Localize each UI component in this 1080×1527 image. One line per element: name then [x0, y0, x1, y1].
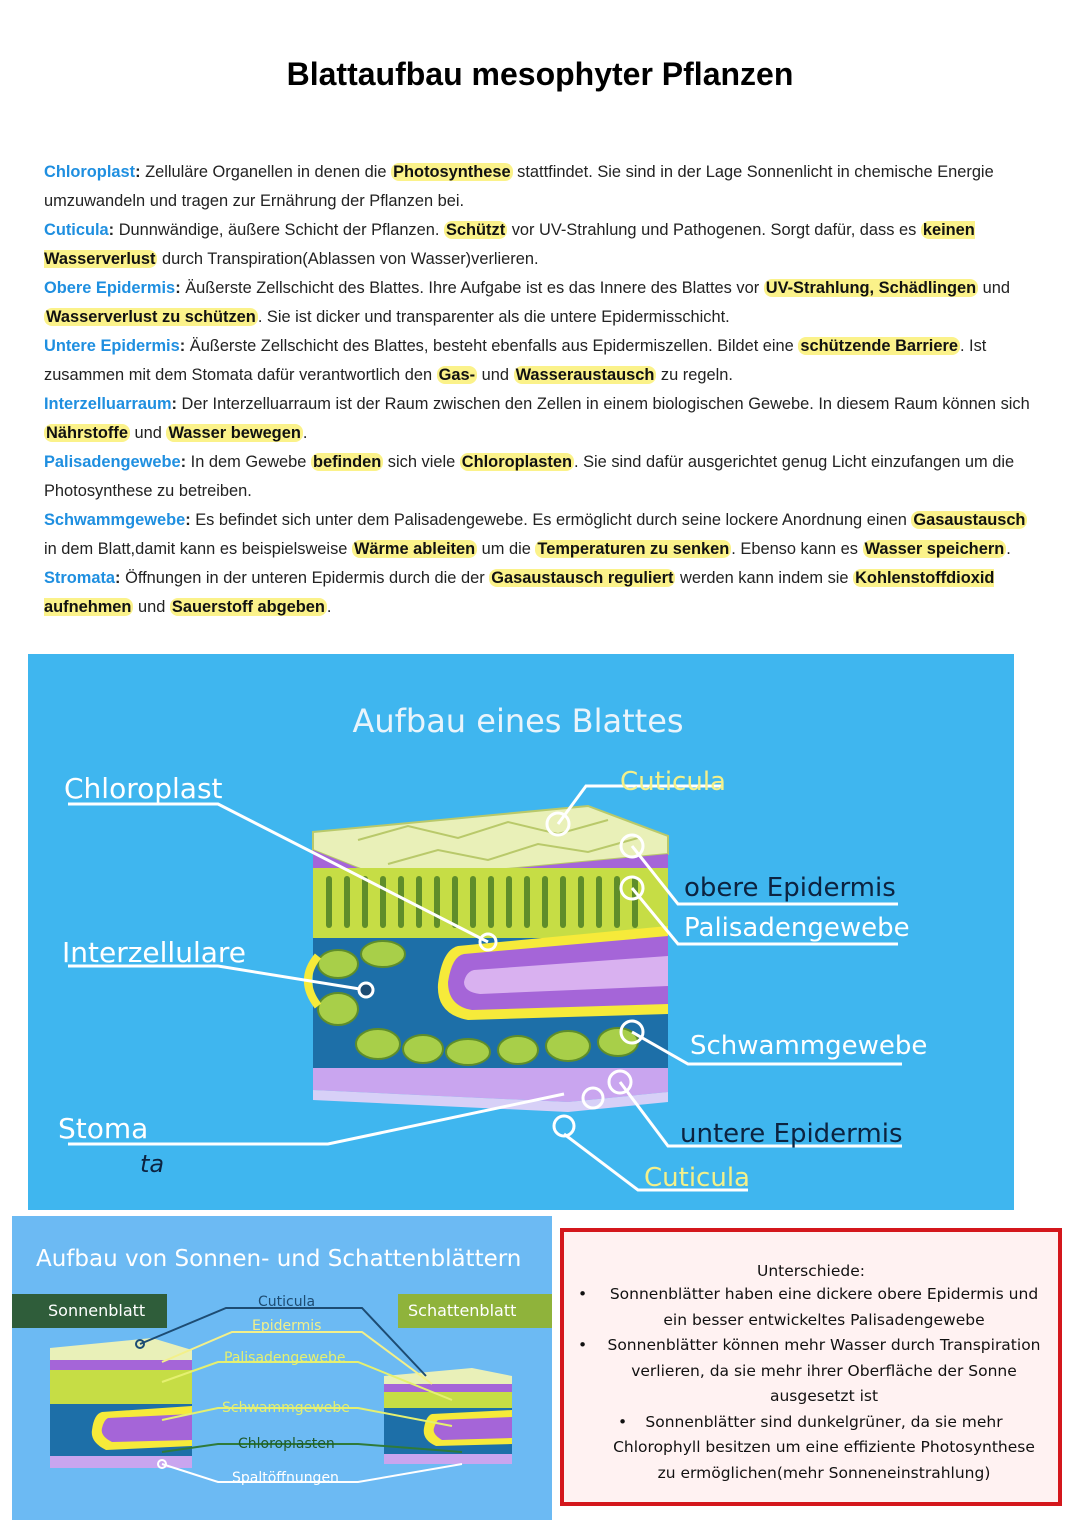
label-cuticula-bottom: Cuticula [644, 1163, 750, 1193]
bullet-icon: • [618, 1412, 628, 1431]
list-item: • Sonnenblätter haben eine dickere obere Epidermis und ein besser entwickeltes Palisadengewebe [564, 1282, 1058, 1333]
label-stoma-suffix: ta [140, 1150, 165, 1178]
list-item: • Sonnenblätter können mehr Wasser durch Transpiration verlieren, da sie mehr ihrer Oberfläche der Sonne ausgesetzt ist [564, 1333, 1058, 1410]
definition-text: und [129, 424, 167, 442]
definition-5: Palisadengewebe: In dem Gewebe befinden sich viele Chloroplasten . Sie sind dafür ausgerichtet genug Licht einzufangen um die Photosynthese zu betreiben. [44, 453, 1015, 500]
definition-6: Schwammgewebe: Es befindet sich unter dem Palisadengewebe. Es ermöglicht durch seine lockere Anordnung einen Gasaustausch in dem Blatt,damit kann es beispielsweise Wärme ableiten um die Temperaturen zu senken . Ebenso kann es Wasser speichern . [44, 511, 1026, 558]
definition-text: . Sie sind dafür ausgerichtet genug Licht einzufangen um die Photosynthese zu betreiben. [44, 453, 1015, 500]
layer-schwammgewebe: Schwammgewebe [222, 1400, 350, 1416]
sun-leaf-label: Sonnenblatt [48, 1301, 146, 1320]
highlighted-text: Wasseraustausch [515, 366, 655, 384]
definition-term: Obere Epidermis [44, 279, 176, 297]
definition-text: . [302, 424, 308, 442]
label-obere-epidermis: obere Epidermis [684, 873, 896, 903]
definition-2: Obere Epidermis: Äußerste Zellschicht des Blattes. Ihre Aufgabe ist es das Innere des Blattes vor UV-Strahlung, Schädlingen und Wasserverlust zu schützen . Sie ist dicker und transparenter als die untere Epidermisschicht. [44, 279, 1011, 326]
definition-text: . [326, 598, 332, 616]
definition-text: In dem Gewebe [186, 453, 311, 471]
label-cuticula-top: Cuticula [620, 767, 726, 797]
definition-text: Öffnungen in der unteren Epidermis durch die der [120, 569, 490, 587]
definition-term: Untere Epidermis [44, 337, 180, 355]
highlighted-text: Wasserverlust zu schützen [46, 308, 256, 326]
definition-text: und [978, 279, 1011, 297]
label-schwammgewebe: Schwammgewebe [690, 1031, 928, 1061]
highlighted-text: UV-Strahlung, Schädlingen [765, 279, 977, 297]
bullet-icon: • [578, 1285, 588, 1303]
highlighted-text: Kohlenstoffdioxid aufnehmen [44, 569, 995, 616]
highlighted-text: schützende Barriere [800, 337, 958, 355]
highlighted-text: Photosynthese [393, 163, 511, 181]
highlighted-text: keinen Wasserverlust [44, 221, 975, 268]
label-untere-epidermis: untere Epidermis [680, 1119, 903, 1149]
layer-cuticula: Cuticula [258, 1294, 316, 1310]
page-title: Blattaufbau mesophyter Pflanzen [286, 56, 794, 92]
highlighted-text: Temperaturen zu senken [537, 540, 730, 558]
definition-text: und [133, 598, 170, 616]
diagram2-title: Aufbau von Sonnen- und Schattenblättern [36, 1246, 522, 1272]
sun-shade-leaf-diagram [12, 1216, 552, 1520]
definition-text: Äußerste Zellschicht des Blattes. Ihre Aufgabe ist es das Innere des Blattes vor [180, 279, 764, 297]
leaf-cross-section [308, 806, 668, 1112]
definition-term: Stromata [44, 569, 116, 587]
definitions-list [44, 158, 1044, 622]
definition-text: Es befindet sich unter dem Palisadengewebe. Es ermöglicht durch seine lockere Anordnung einen [190, 511, 912, 529]
definition-4: Interzelluarraum: Der Interzelluarraum ist der Raum zwischen den Zellen in einem biologischen Gewebe. In diesem Raum können sich Nährstoffe und Wasser bewegen . [44, 395, 1030, 442]
highlighted-text: Gasaustausch reguliert [491, 569, 674, 587]
definition-text: vor UV-Strahlung und Pathogenen. Sorgt dafür, dass es [507, 221, 921, 239]
notes-title: Unterschiede: [756, 1262, 865, 1280]
definition-text: in dem Blatt,damit kann es beispielsweise [44, 540, 352, 558]
definition-term: Palisadengewebe [44, 453, 181, 471]
definition-text: Äußerste Zellschicht des Blattes, besteht ebenfalls aus Epidermiszellen. Bildet eine [185, 337, 799, 355]
definition-text: Der Interzelluarraum ist der Raum zwischen den Zellen in einem biologischen Gewebe. In diesem Raum können sich [177, 395, 1030, 413]
definition-text: zu regeln. [656, 366, 733, 384]
shade-leaf-label: Schattenblatt [408, 1301, 517, 1320]
leaf-structure-diagram [28, 654, 1014, 1210]
definition-0: Chloroplast: Zelluläre Organellen in denen die Photosynthese stattfindet. Sie sind in der Lage Sonnenlicht in chemische Energie umzuwandeln und tragen zur Ernährung der Pflanzen bei. [44, 163, 994, 210]
label-palisadengewebe: Palisadengewebe [684, 913, 910, 943]
definition-text: und [477, 366, 514, 384]
list-item: • Sonnenblätter sind dunkelgrüner, da sie mehr Chlorophyll besitzen um eine effiziente Photosynthese zu ermöglichen(mehr Sonneneinstrahlung) [564, 1410, 1058, 1487]
definition-term: Cuticula [44, 221, 109, 239]
highlighted-text: Wasser bewegen [168, 424, 301, 442]
bullet-icon: • [578, 1336, 588, 1354]
definition-3: Untere Epidermis: Äußerste Zellschicht des Blattes, besteht ebenfalls aus Epidermiszellen. Bildet eine schützende Barriere . Ist zusammen mit dem Stomata dafür verantwortlich den Gas- und Wasseraustausch zu regeln. [44, 337, 987, 384]
highlighted-text: Wärme ableiten [353, 540, 476, 558]
highlighted-text: Gas- [438, 366, 476, 384]
layer-spaltoeffnungen: Spaltöffnungen [232, 1470, 339, 1486]
layer-palisadengewebe: Palisadengewebe [224, 1350, 346, 1366]
differences-list [564, 1282, 1058, 1486]
highlighted-text: Wasser speichern [864, 540, 1005, 558]
label-interzellulare: Interzellulare [62, 936, 247, 969]
differences-note-box [560, 1228, 1062, 1506]
definition-term: Schwammgewebe [44, 511, 186, 529]
highlighted-text: Chloroplasten [461, 453, 572, 471]
diagram-title: Aufbau eines Blattes [352, 702, 684, 740]
highlighted-text: Sauerstoff abgeben [171, 598, 325, 616]
highlighted-text: Gasaustausch [913, 511, 1026, 529]
definition-text: . Sie ist dicker und transparenter als die untere Epidermisschicht. [257, 308, 730, 326]
definition-text: Zelluläre Organellen in denen die [140, 163, 392, 181]
definition-text: . [1006, 540, 1011, 558]
highlighted-text: Nährstoffe [46, 424, 128, 442]
highlighted-text: befinden [312, 453, 382, 471]
highlighted-text: Schützt [445, 221, 506, 239]
layer-chloroplasten: Chloroplasten [238, 1436, 335, 1452]
definition-7: Stromata: Öffnungen in der unteren Epidermis durch die der Gasaustausch reguliert werden kann indem sie Kohlenstoffdioxid aufnehmen und Sauerstoff abgeben . [44, 569, 995, 616]
label-stoma: Stoma [58, 1112, 149, 1145]
definition-1: Cuticula: Dunnwändige, äußere Schicht der Pflanzen. Schützt vor UV-Strahlung und Pathogenen. Sorgt dafür, dass es keinen Wasserverlust durch Transpiration(Ablassen von Wasser)verlieren. [44, 221, 975, 268]
definition-text: sich viele [383, 453, 460, 471]
label-chloroplast: Chloroplast [64, 772, 223, 805]
definition-text: . Ist zusammen mit dem Stomata dafür verantwortlich den [44, 337, 987, 384]
definition-term: Interzelluarraum [44, 395, 172, 413]
definition-text: stattfindet. Sie sind in der Lage Sonnenlicht in chemische Energie umzuwandeln und tragen zur Ernährung der Pflanzen bei. [44, 163, 994, 210]
definition-text: Dunnwändige, äußere Schicht der Pflanzen. [114, 221, 444, 239]
definition-term: Chloroplast [44, 163, 136, 181]
definition-text: um die [477, 540, 536, 558]
definition-text: . Ebenso kann es [731, 540, 863, 558]
layer-epidermis: Epidermis [252, 1318, 322, 1334]
definition-text: werden kann indem sie [675, 569, 854, 587]
definition-text: durch Transpiration(Ablassen von Wasser)verlieren. [157, 250, 539, 268]
